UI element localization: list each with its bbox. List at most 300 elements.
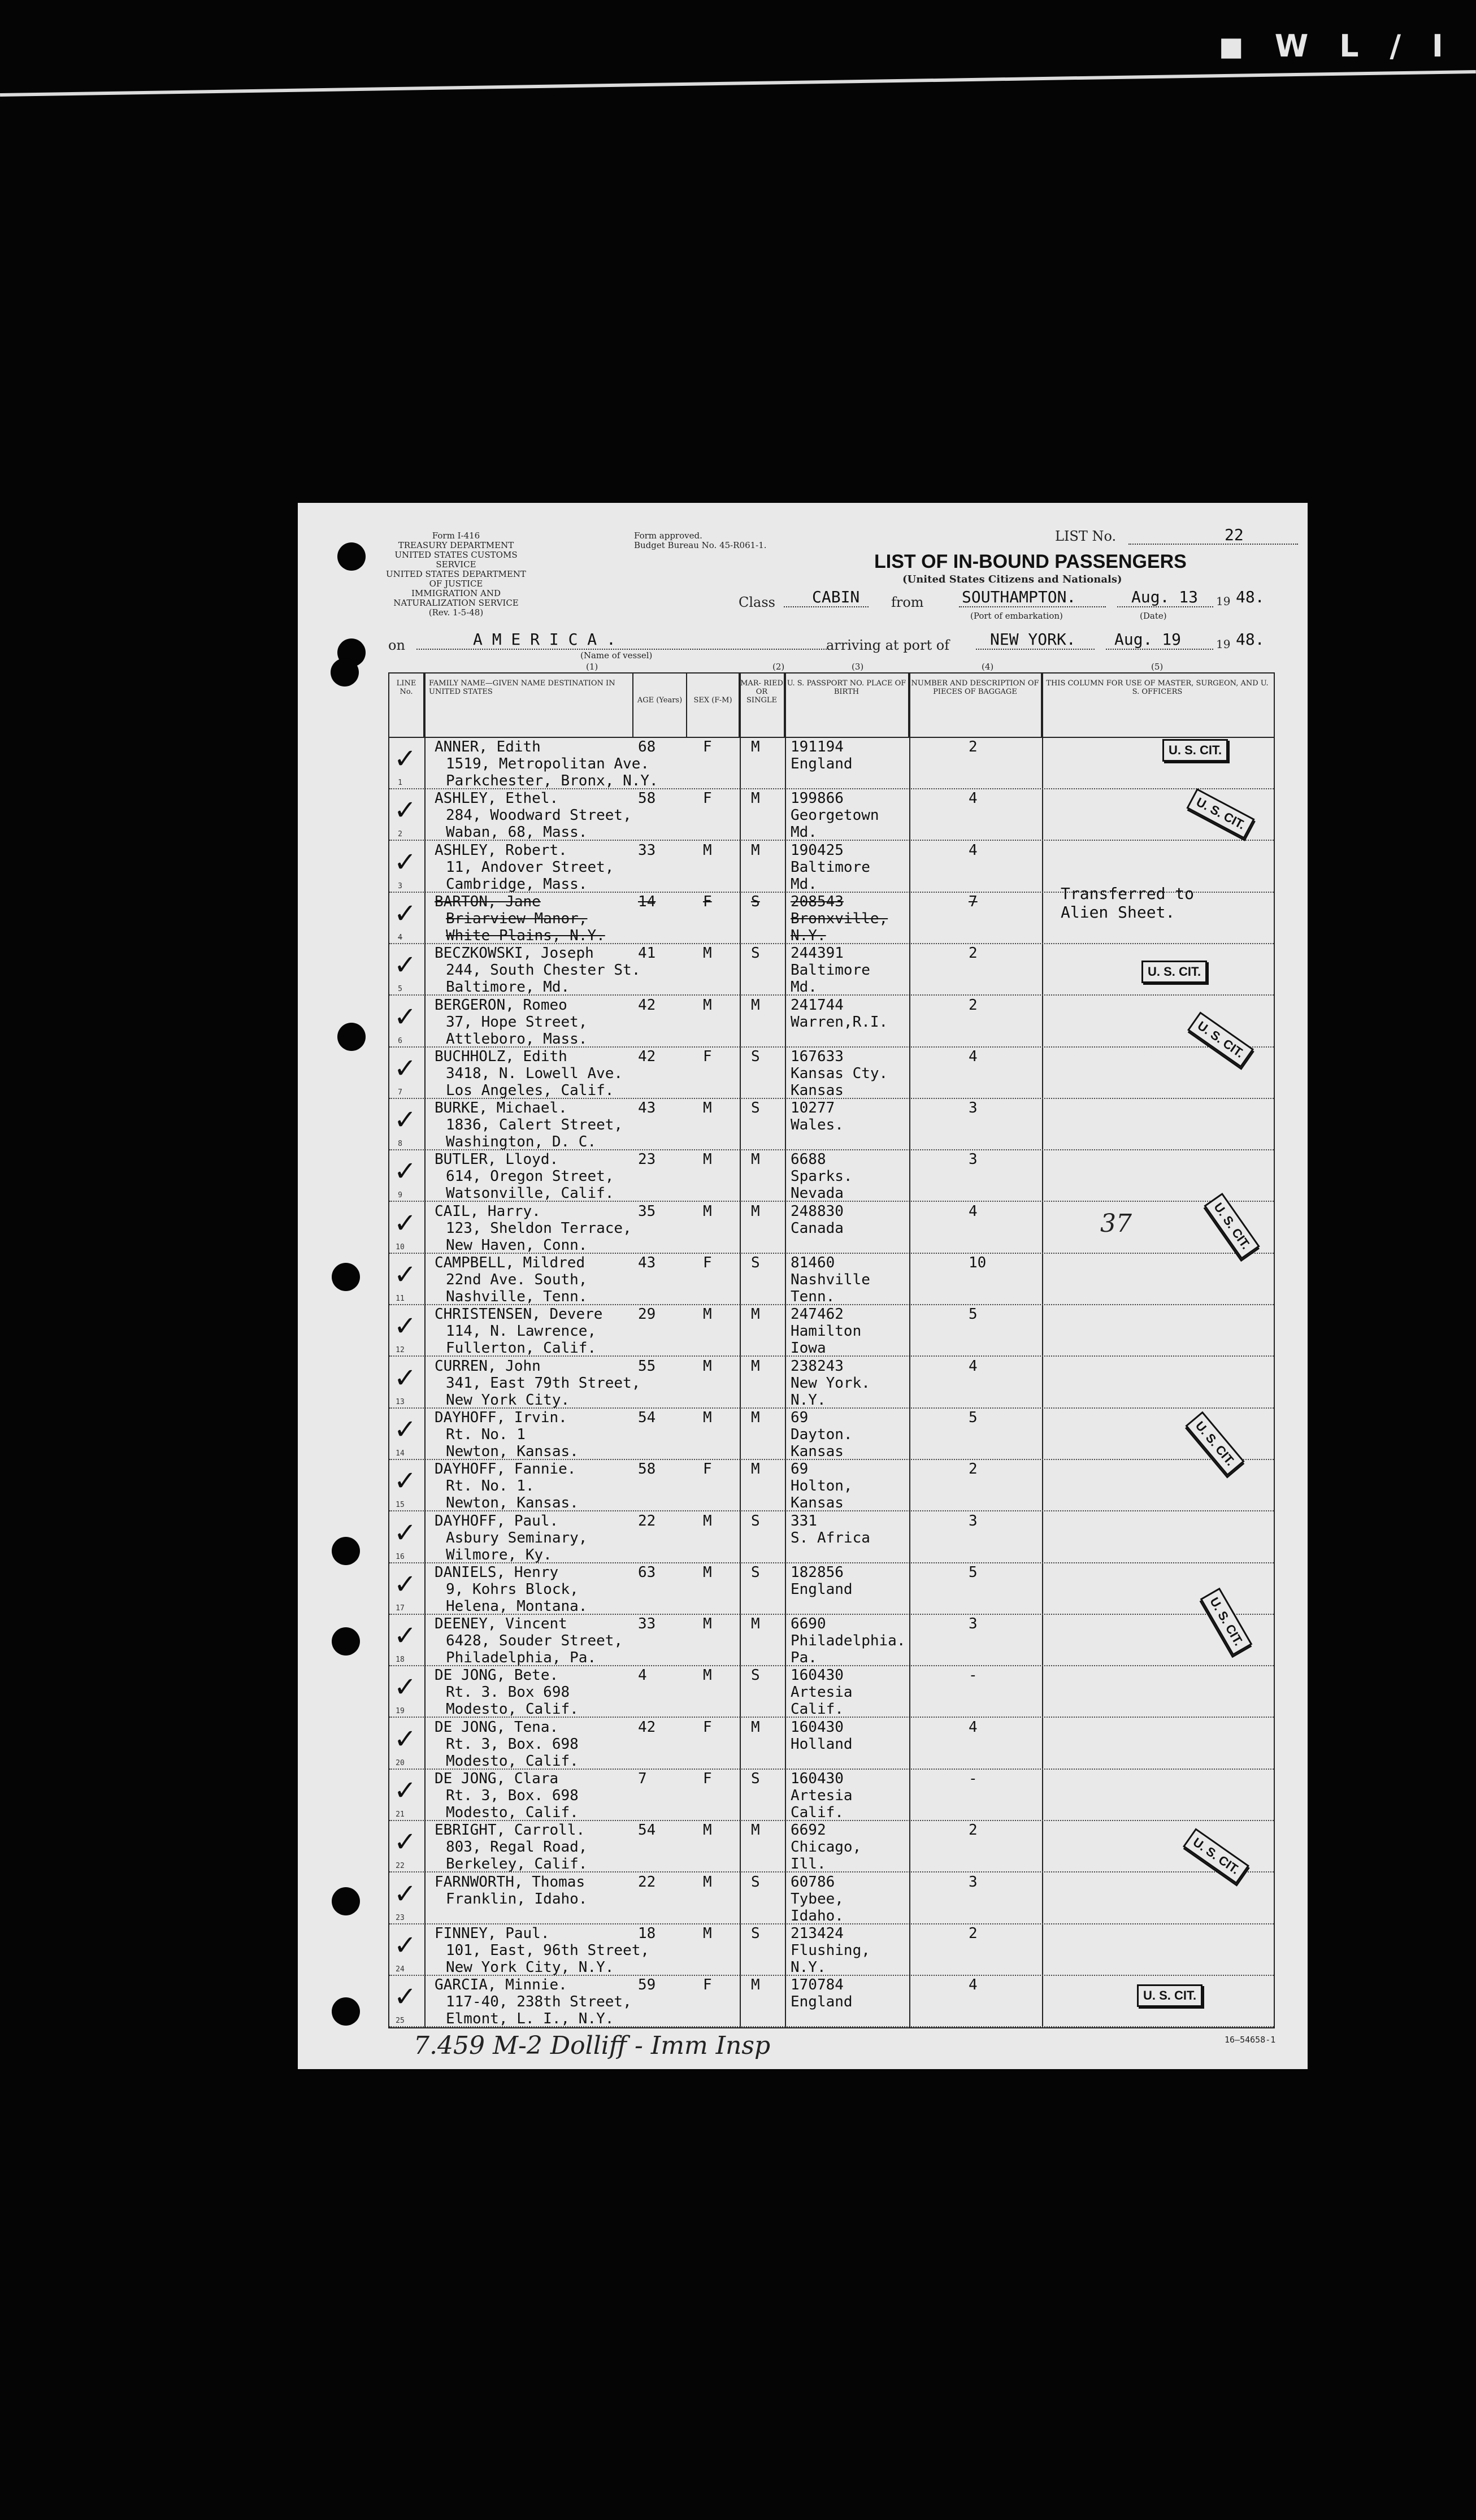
line-number: 10 (396, 1242, 405, 1252)
check-mark-icon: ✓ (394, 1207, 417, 1239)
address-line2: Waban, 68, Mass. (446, 824, 588, 841)
passport-number: 213424 (791, 1924, 844, 1942)
passport-number: 244391 (791, 945, 844, 962)
sex-value: F (703, 738, 712, 755)
address-line2: New Haven, Conn. (446, 1236, 588, 1254)
col-header-name: FAMILY NAME—GIVEN NAME DESTINATION IN UNITED STATES (424, 674, 633, 737)
punch-hole (332, 1997, 360, 2026)
baggage-count: 5 (969, 1563, 978, 1581)
passport-number: 160430 (791, 1718, 844, 1736)
table-row (389, 1718, 1274, 1770)
age-value: 18 (638, 1924, 656, 1942)
marital-status: S (751, 945, 760, 962)
birth-place-2: Pa. (791, 1649, 817, 1667)
baggage-count: 4 (969, 1202, 978, 1220)
baggage-count: 4 (969, 1718, 978, 1736)
address-line2: Cambridge, Mass. (446, 875, 588, 893)
marital-status: M (751, 1357, 760, 1375)
passport-number: 160430 (791, 1770, 844, 1787)
address-line1: 114, N. Lawrence, (446, 1323, 597, 1340)
sex-value: F (703, 893, 712, 910)
age-value: 41 (638, 945, 656, 962)
passenger-name: ANNER, Edith (435, 738, 541, 755)
col-header-officers: THIS COLUMN FOR USE OF MASTER, SURGEON, AND U. S. OFFICERS (1046, 679, 1269, 696)
col-num-3: (3) (852, 662, 864, 672)
sex-value: F (703, 1770, 712, 1787)
marital-status: M (751, 1976, 760, 1994)
address-line1: Rt. No. 1. (446, 1478, 535, 1495)
line-number: 24 (396, 1965, 405, 1974)
line-number: 16 (396, 1552, 405, 1561)
marital-status: M (751, 1461, 760, 1478)
birth-place: Baltimore (791, 962, 870, 979)
age-value: 42 (638, 1048, 656, 1065)
col-header-age: AGE (Years) (633, 674, 687, 737)
check-mark-icon: ✓ (394, 846, 417, 878)
line-number: 5 (398, 985, 402, 994)
punch-hole (332, 1263, 360, 1291)
check-mark-icon: ✓ (394, 1362, 417, 1394)
punch-hole (337, 1023, 366, 1051)
line-number: 8 (398, 1140, 402, 1149)
us-cit-stamp: U. S. CIT. (1162, 739, 1228, 762)
table-row (389, 737, 1274, 789)
address-line1: 614, Oregon Street, (446, 1168, 614, 1185)
line-number: 17 (396, 1604, 405, 1613)
baggage-count: 3 (969, 1100, 978, 1117)
justice-label: UNITED STATES DEPARTMENT OF JUSTICE (386, 569, 526, 589)
address-line1: 101, East, 96th Street, (446, 1941, 650, 1959)
address-line2: Newton, Kansas. (446, 1443, 579, 1460)
birth-place: Baltimore (791, 858, 870, 876)
col-header-sex: SEX (F-M) (687, 674, 740, 737)
form-number: Form I-416 (432, 531, 480, 541)
passenger-name: DE JONG, Tena. (435, 1718, 559, 1736)
address-line2: Attleboro, Mass. (446, 1030, 588, 1048)
baggage-count: 2 (969, 1461, 978, 1478)
col-header-passport: U. S. PASSPORT NO. PLACE OF BIRTH (785, 674, 909, 737)
sex-value: M (703, 1151, 712, 1168)
passenger-name: BUTLER, Lloyd. (435, 1151, 559, 1168)
sex-value: F (703, 1461, 712, 1478)
age-value: 43 (638, 1100, 656, 1117)
baggage-count: 7 (969, 893, 978, 910)
passenger-name: BUCHHOLZ, Edith (435, 1048, 567, 1065)
vessel-rule (416, 649, 829, 650)
birth-place: Canada (791, 1219, 844, 1237)
birth-place-2: Calif. (791, 1701, 844, 1718)
baggage-count: 4 (969, 841, 978, 859)
birth-place: Dayton. (791, 1426, 853, 1443)
address-line1: 37, Hope Street, (446, 1013, 588, 1031)
passport-number: 241744 (791, 996, 844, 1014)
date-year-prefix: 19 (1216, 594, 1231, 608)
birth-place: Tybee, (791, 1890, 844, 1908)
line-number: 22 (396, 1862, 405, 1871)
address-line2: Wilmore, Ky. (446, 1546, 552, 1563)
table-row (389, 1047, 1274, 1099)
passenger-name: BURKE, Michael. (435, 1100, 567, 1117)
treasury-label: TREASURY DEPARTMENT (398, 540, 514, 550)
sex-value: M (703, 1512, 712, 1530)
birth-place: Chicago, (791, 1839, 862, 1856)
birth-place-2: Kansas (791, 1081, 844, 1099)
address-line1: 284, Woodward Street, (446, 807, 632, 824)
table-row (389, 1614, 1274, 1666)
age-value: 22 (638, 1873, 656, 1891)
punch-hole (332, 1537, 360, 1565)
marital-status: S (751, 1512, 760, 1530)
address-line2: Elmont, L. I., N.Y. (446, 2010, 614, 2028)
address-line1: 6428, Souder Street, (446, 1632, 623, 1650)
birth-place: England (791, 1993, 853, 2011)
marital-status: M (751, 1306, 760, 1323)
age-value: 23 (638, 1151, 656, 1168)
sex-value: M (703, 1357, 712, 1375)
passenger-name: CURREN, John (435, 1357, 541, 1375)
marital-status: M (751, 790, 760, 807)
check-mark-icon: ✓ (394, 1568, 417, 1600)
address-line2: Watsonville, Calif. (446, 1185, 614, 1202)
table-row (389, 1872, 1274, 1924)
age-value: 42 (638, 996, 656, 1014)
marital-status: S (751, 1048, 760, 1065)
passenger-name: BARTON, Jane (435, 893, 541, 910)
table-row (389, 1357, 1274, 1409)
birth-place-2: Calif. (791, 1804, 844, 1821)
line-number: 20 (396, 1758, 405, 1767)
baggage-count: - (969, 1667, 978, 1684)
sex-value: M (703, 1667, 712, 1684)
age-value: 43 (638, 1254, 656, 1271)
baggage-count: 2 (969, 945, 978, 962)
marital-status: S (751, 893, 760, 910)
col-num-2: (2) (772, 662, 785, 672)
check-mark-icon: ✓ (394, 897, 417, 929)
check-mark-icon: ✓ (394, 743, 417, 775)
table-row (389, 996, 1274, 1048)
age-value: 35 (638, 1202, 656, 1220)
address-line1: 9, Kohrs Block, (446, 1580, 579, 1598)
arriving-label: arriving at port of (826, 637, 950, 653)
age-value: 54 (638, 1409, 656, 1426)
address-line1: Briarview Manor, (446, 910, 588, 927)
birth-place: Wales. (791, 1116, 844, 1134)
line-number: 18 (396, 1656, 405, 1665)
baggage-count: 3 (969, 1512, 978, 1530)
baggage-count: 2 (969, 1924, 978, 1942)
marital-status: M (751, 738, 760, 755)
check-mark-icon: ✓ (394, 1465, 417, 1497)
check-mark-icon: ✓ (394, 794, 417, 827)
birth-place: Warren,R.I. (791, 1013, 888, 1031)
check-mark-icon: ✓ (394, 1620, 417, 1652)
passenger-name: BERGERON, Romeo (435, 996, 567, 1014)
age-value: 55 (638, 1357, 656, 1375)
check-mark-icon: ✓ (394, 1775, 417, 1806)
sex-value: F (703, 790, 712, 807)
table-row (389, 1511, 1274, 1563)
check-mark-icon: ✓ (394, 1104, 417, 1136)
baggage-count: 5 (969, 1306, 978, 1323)
list-no-value: 22 (1225, 525, 1244, 544)
arrival-year-prefix: 19 (1216, 637, 1231, 651)
passenger-name: DAYHOFF, Fannie. (435, 1461, 576, 1478)
address-line2: New York City. (446, 1391, 570, 1409)
transfer-note (1061, 884, 1194, 922)
from-label: from (891, 594, 924, 610)
baggage-count: 2 (969, 738, 978, 755)
baggage-count: 10 (969, 1254, 987, 1271)
us-cit-stamp: U. S. CIT. (1200, 1588, 1253, 1656)
sex-value: M (703, 945, 712, 962)
passenger-name: DANIELS, Henry (435, 1563, 559, 1581)
marital-status: S (751, 1924, 760, 1942)
line-number: 15 (396, 1501, 405, 1510)
address-line2: Philadelphia, Pa. (446, 1649, 597, 1667)
passport-number: 69 (791, 1409, 809, 1426)
passenger-list-sheet (298, 503, 1308, 2069)
form-approved: Form approved. (634, 531, 702, 541)
address-line2: Modesto, Calif. (446, 1752, 579, 1770)
budget-bureau: Budget Bureau No. 45-R061-1. (634, 540, 767, 550)
list-no-rule (1128, 544, 1298, 545)
arrival-date: Aug. 19 (1114, 630, 1182, 649)
table-row (389, 1459, 1274, 1511)
line-number: 25 (396, 2017, 405, 2026)
passport-number: 81460 (791, 1254, 835, 1271)
vessel-name: A M E R I C A . (473, 630, 616, 649)
class-rule (784, 606, 869, 607)
from-value: SOUTHAMPTON. (962, 588, 1076, 606)
revision-label: (Rev. 1-5-48) (428, 607, 484, 618)
line-number: 13 (396, 1397, 405, 1406)
class-label: Class (739, 594, 775, 610)
baggage-count: 4 (969, 1357, 978, 1375)
birth-place: Sparks. (791, 1168, 853, 1185)
line-number: 7 (398, 1088, 402, 1097)
class-value: CABIN (812, 588, 860, 606)
line-number: 3 (398, 881, 402, 890)
passport-number: 170784 (791, 1976, 844, 1994)
address-line1: Rt. 3. Box 698 (446, 1684, 570, 1701)
agency-block (383, 531, 529, 618)
age-value: 33 (638, 1615, 656, 1633)
sex-value: M (703, 1822, 712, 1839)
address-line1: Rt. 3, Box. 698 (446, 1787, 579, 1804)
inspector-signature: 7.459 M-2 Dolliff - Imm Insp (414, 2031, 771, 2060)
address-line1: 1836, Calert Street, (446, 1116, 623, 1134)
from-rule (959, 606, 1106, 607)
sex-value: F (703, 1254, 712, 1271)
form-code: 16—54658-1 (1225, 2035, 1276, 2045)
passport-number: 199866 (791, 790, 844, 807)
birth-place: Philadelphia. (791, 1632, 906, 1650)
address-line2: Nashville, Tenn. (446, 1288, 588, 1305)
check-mark-icon: ✓ (394, 1517, 417, 1549)
on-label: on (388, 637, 405, 653)
sex-value: F (703, 1718, 712, 1736)
table-row (389, 1408, 1274, 1460)
table-row (389, 1150, 1274, 1202)
marital-status: M (751, 1822, 760, 1839)
address-line2: Modesto, Calif. (446, 1804, 579, 1821)
passport-number: 160430 (791, 1667, 844, 1684)
address-line2: Modesto, Calif. (446, 1701, 579, 1718)
check-mark-icon: ✓ (394, 1826, 417, 1858)
page-title: LIST OF IN-BOUND PASSENGERS (874, 551, 1187, 572)
check-mark-icon: ✓ (394, 1310, 417, 1342)
birth-place: England (791, 1580, 853, 1598)
marital-status: S (751, 1254, 760, 1271)
table-row (389, 1253, 1274, 1305)
line-number: 21 (396, 1810, 405, 1819)
birth-place: Artesia (791, 1787, 853, 1804)
table-row (389, 789, 1274, 841)
baggage-count: - (969, 1770, 978, 1787)
age-value: 58 (638, 1461, 656, 1478)
us-cit-stamp: U. S. CIT. (1141, 961, 1207, 983)
check-mark-icon: ✓ (394, 1413, 417, 1445)
birth-place: Flushing, (791, 1941, 870, 1959)
address-line2: Baltimore, Md. (446, 979, 570, 996)
birth-place: Nashville (791, 1271, 870, 1288)
check-mark-icon: ✓ (394, 1723, 417, 1755)
page-subtitle: (United States Citizens and Nationals) (902, 573, 1122, 585)
address-line2: Berkeley, Calif. (446, 1856, 588, 1873)
age-value: 29 (638, 1306, 656, 1323)
marital-status: S (751, 1770, 760, 1787)
sex-value: M (703, 1615, 712, 1633)
birth-place-2: Tenn. (791, 1288, 835, 1305)
sex-value: M (703, 1873, 712, 1891)
age-value: 22 (638, 1512, 656, 1530)
check-mark-icon: ✓ (394, 1259, 417, 1291)
us-cit-stamp: U. S. CIT. (1186, 788, 1254, 839)
table-row (389, 1202, 1274, 1254)
col-header-baggage: NUMBER AND DESCRIPTION OF PIECES OF BAGGAGE (909, 674, 1042, 737)
date-year: 48. (1236, 588, 1265, 606)
age-value: 7 (638, 1770, 647, 1787)
passport-number: 331 (791, 1512, 817, 1530)
birth-place: Holton, (791, 1478, 853, 1495)
passport-number: 60786 (791, 1873, 835, 1891)
birth-place-2: N.Y. (791, 1391, 826, 1409)
sex-value: M (703, 1100, 712, 1117)
passenger-name: DE JONG, Bete. (435, 1667, 559, 1684)
marital-status: S (751, 1873, 760, 1891)
birth-place: New York. (791, 1374, 870, 1392)
baggage-count: 3 (969, 1151, 978, 1168)
table-row (389, 1924, 1274, 1976)
line-number: 14 (396, 1449, 405, 1458)
baggage-count: 5 (969, 1409, 978, 1426)
passport-number: 247462 (791, 1306, 844, 1323)
passenger-name: FARNWORTH, Thomas (435, 1873, 585, 1891)
birth-place-2: Ill. (791, 1856, 826, 1873)
passport-number: 6690 (791, 1615, 826, 1633)
birth-place-2: Kansas (791, 1443, 844, 1460)
marital-status: S (751, 1667, 760, 1684)
baggage-count: 4 (969, 1976, 978, 1994)
passenger-name: FINNEY, Paul. (435, 1924, 550, 1942)
date-rule (1117, 606, 1213, 607)
list-no-label: LIST No. (1055, 528, 1117, 544)
birth-place: Bronxville, (791, 910, 888, 927)
passport-number: 10277 (791, 1100, 835, 1117)
address-line1: 11, Andover Street, (446, 858, 614, 876)
passenger-name: BECZKOWSKI, Joseph (435, 945, 594, 962)
line-number: 12 (396, 1346, 405, 1355)
age-value: 68 (638, 738, 656, 755)
margin-number: 37 (1100, 1209, 1132, 1238)
port-caption: (Port of embarkation) (970, 611, 1063, 621)
marital-status: M (751, 1202, 760, 1220)
arrival-year: 48. (1236, 630, 1265, 649)
birth-place-2: Nevada (791, 1185, 844, 1202)
table-row (389, 1821, 1274, 1872)
passport-number: 191194 (791, 738, 844, 755)
transfer-note-line2: Alien Sheet. (1061, 903, 1175, 922)
age-value: 4 (638, 1667, 647, 1684)
sex-value: M (703, 1202, 712, 1220)
address-line1: Rt. 3, Box. 698 (446, 1735, 579, 1753)
col-header-married: MAR- RIED OR SINGLE (740, 674, 785, 737)
line-number: 19 (396, 1707, 405, 1716)
passport-number: 248830 (791, 1202, 844, 1220)
passenger-table (388, 672, 1275, 2028)
baggage-count: 3 (969, 1873, 978, 1891)
date-caption: (Date) (1140, 611, 1167, 621)
approval-block (634, 531, 767, 550)
check-mark-icon: ✓ (394, 1929, 417, 1961)
marital-status: M (751, 1151, 760, 1168)
col-num-4: (4) (982, 662, 994, 672)
passenger-name: DE JONG, Clara (435, 1770, 559, 1787)
birth-place: Hamilton (791, 1323, 862, 1340)
sex-value: M (703, 1306, 712, 1323)
sex-value: F (703, 1976, 712, 1994)
table-row (389, 1305, 1274, 1357)
line-number: 23 (396, 1913, 405, 1922)
birth-place-2: N.Y. (791, 927, 826, 944)
address-line1: 123, Sheldon Terrace, (446, 1219, 632, 1237)
age-value: 58 (638, 790, 656, 807)
passport-number: 190425 (791, 841, 844, 859)
us-cit-stamp: U. S. CIT. (1204, 1193, 1260, 1259)
punch-hole (332, 1887, 360, 1915)
birth-place-2: Md. (791, 875, 817, 893)
vessel-caption: (Name of vessel) (580, 650, 653, 661)
table-row (389, 1769, 1274, 1821)
us-cit-stamp: U. S. CIT. (1183, 1828, 1249, 1884)
check-mark-icon: ✓ (394, 1671, 417, 1704)
sex-value: M (703, 1924, 712, 1942)
line-number: 2 (398, 830, 402, 839)
marital-status: S (751, 1100, 760, 1117)
punch-hole (331, 658, 359, 687)
sex-value: M (703, 1409, 712, 1426)
birth-place-2: Md. (791, 824, 817, 841)
address-line2: White Plains, N.Y. (446, 927, 605, 944)
check-mark-icon: ✓ (394, 1878, 417, 1910)
address-line2: Washington, D. C. (446, 1133, 597, 1151)
age-value: 59 (638, 1976, 656, 1994)
birth-place: Holland (791, 1735, 853, 1753)
sex-value: M (703, 996, 712, 1014)
address-line1: 1519, Metropolitan Ave. (446, 755, 650, 772)
transfer-note-line1: Transferred to (1061, 884, 1195, 903)
